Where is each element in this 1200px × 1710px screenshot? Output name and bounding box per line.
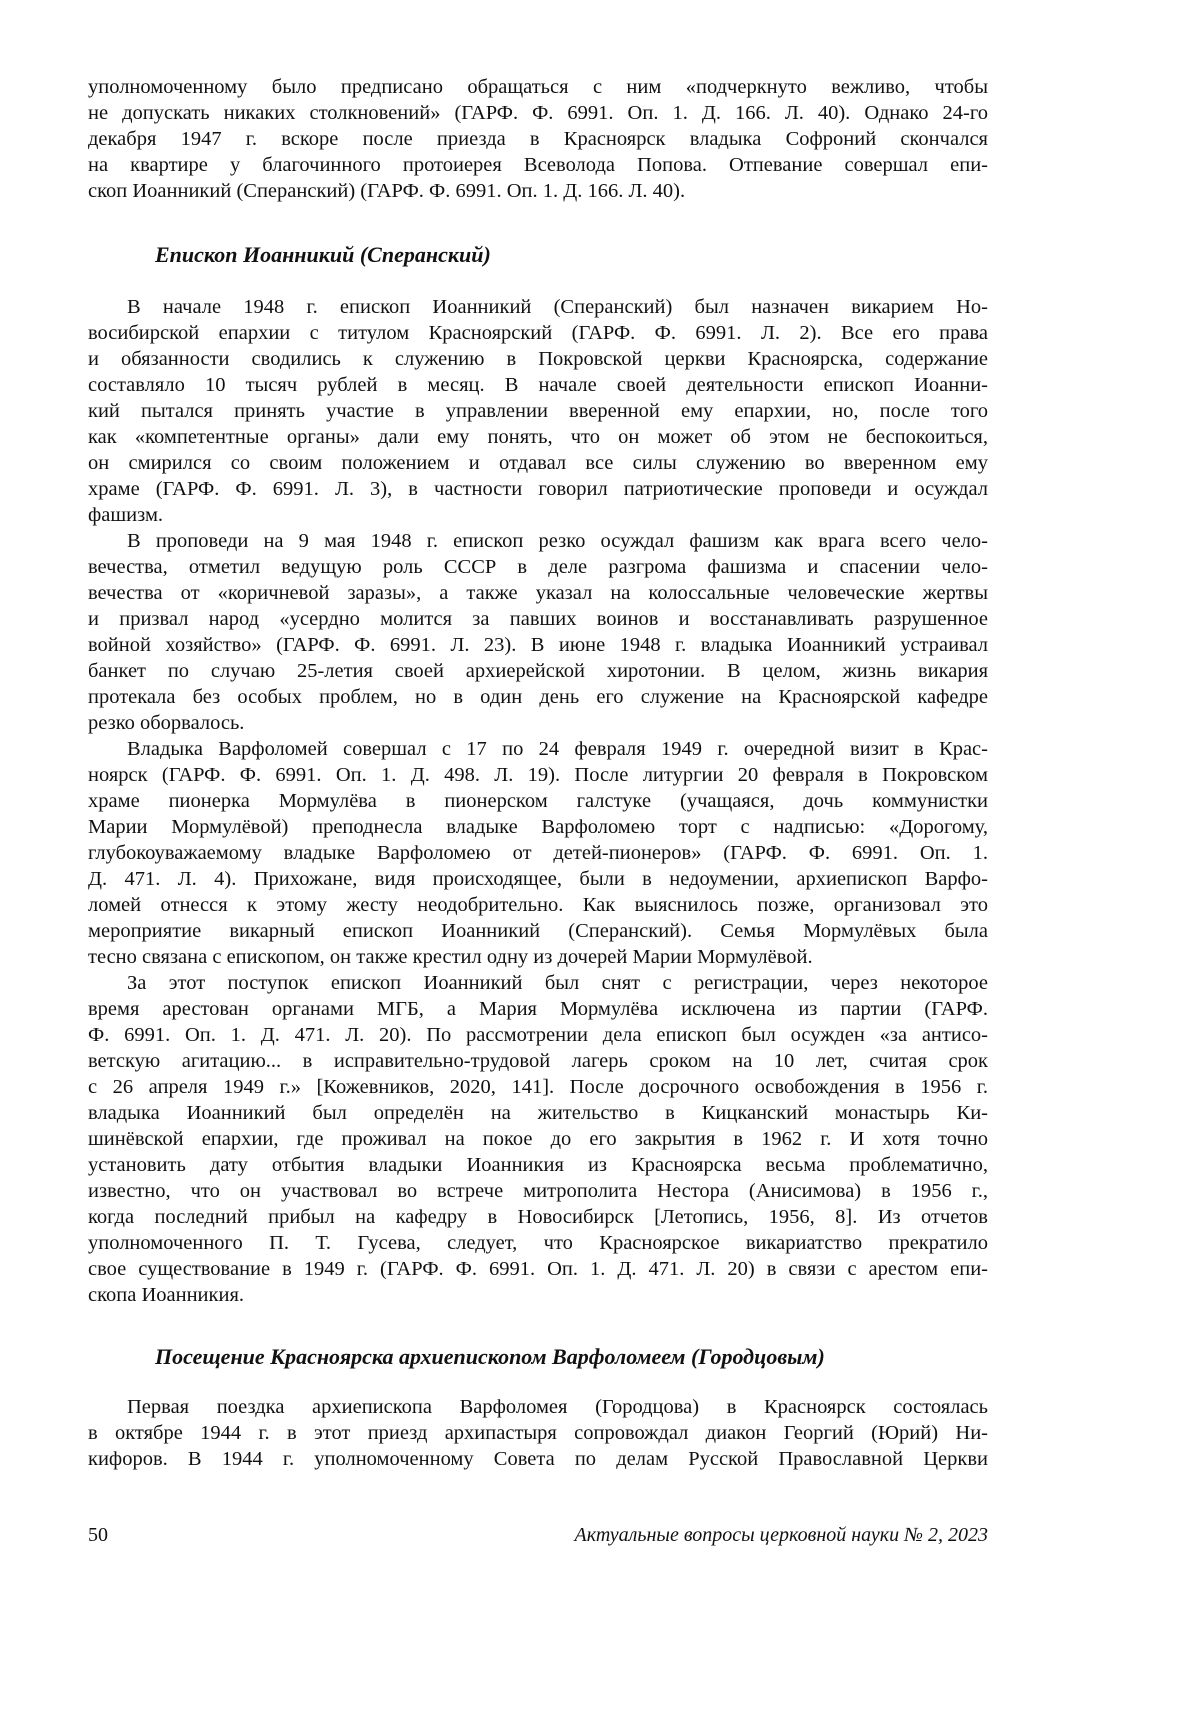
text-line: как «компетентные органы» дали ему понять, что он может об этом не беспокоиться, [88,424,988,450]
paragraph [88,1394,988,1472]
text-line: храме (ГАРФ. Ф. 6991. Л. 3), в частности говорил патриотические проповеди и осуждал [88,476,988,502]
text-line: резко оборвалось. [88,710,988,736]
section-heading: Посещение Красноярска архиепископом Варфоломеем (Городцовым) [155,1343,825,1371]
paragraph [88,528,988,736]
text-line: с 26 апреля 1949 г.» [Кожевников, 2020, 141]. После досрочного освобождения в 1956 г. [88,1074,988,1100]
paragraph [88,970,988,1308]
text-line: время арестован органами МГБ, а Мария Мормулёва исключена из партии (ГАРФ. [88,996,988,1022]
text-line: на квартире у благочинного протоиерея Всеволода Попова. Отпевание совершал епи- [88,152,988,178]
text-line: ломей отнесся к этому жесту неодобрительно. Как выяснилось позже, организовал это [88,892,988,918]
text-line: и обязанности сводились к служению в Покровской церкви Красноярска, содержание [88,346,988,372]
text-line: Владыка Варфоломей совершал с 17 по 24 февраля 1949 г. очередной визит в Крас- [88,736,988,762]
text-line: храме пионерка Мормулёва в пионерском галстуке (учащаяся, дочь коммунистки [88,788,988,814]
text-line: скопа Иоанникия. [88,1282,988,1308]
text-line: когда последний прибыл на кафедру в Новосибирск [Летопись, 1956, 8]. Из отчетов [88,1204,988,1230]
text-line: ноярск (ГАРФ. Ф. 6991. Оп. 1. Д. 498. Л. 19). После литургии 20 февраля в Покровском [88,762,988,788]
text-line: декабря 1947 г. вскоре после приезда в Красноярск владыка Софроний скончался [88,126,988,152]
text-line: За этот поступок епископ Иоанникий был снят с регистрации, через некоторое [88,970,988,996]
paragraph [88,736,988,970]
text-line: фашизм. [88,502,988,528]
text-line: Марии Мормулёвой) преподнесла владыке Варфоломею торт с надписью: «Дорогому, [88,814,988,840]
text-line: установить дату отбытия владыки Иоанникия из Красноярска весьма проблематично, [88,1152,988,1178]
text-line: он смирился со своим положением и отдавал все силы служению во вверенном ему [88,450,988,476]
text-line: тесно связана с епископом, он также крестил одну из дочерей Марии Мормулёвой. [88,944,988,970]
text-line: кифоров. В 1944 г. уполномоченному Совета по делам Русской Православной Церкви [88,1446,988,1472]
text-line: В проповеди на 9 мая 1948 г. епископ резко осуждал фашизм как врага всего чело- [88,528,988,554]
text-line: не допускать никаких столкновений» (ГАРФ. Ф. 6991. Оп. 1. Д. 166. Л. 40). Однако 24-го [88,100,988,126]
text-line: уполномоченному было предписано обращаться с ним «подчеркнуто вежливо, чтобы [88,74,988,100]
text-line: войной хозяйство» (ГАРФ. Ф. 6991. Л. 23). В июне 1948 г. владыка Иоанникий устраивал [88,632,988,658]
section-heading: Епископ Иоанникий (Сперанский) [155,241,491,269]
text-line: известно, что он участвовал во встрече митрополита Нестора (Анисимова) в 1956 г., [88,1178,988,1204]
text-line: банкет по случаю 25-летия своей архиерейской хиротонии. В целом, жизнь викария [88,658,988,684]
text-line: Ф. 6991. Оп. 1. Д. 471. Л. 20). По рассмотрении дела епископ был осужден «за антисо- [88,1022,988,1048]
text-line: ветскую агитацию... в исправительно-трудовой лагерь сроком на 10 лет, считая срок [88,1048,988,1074]
text-line: мероприятие викарный епископ Иоанникий (Сперанский). Семья Мормулёвых была [88,918,988,944]
journal-title: Актуальные вопросы церковной науки № 2, 2023 [575,1522,988,1548]
text-line: составляло 10 тысяч рублей в месяц. В начале своей деятельности епископ Иоанни- [88,372,988,398]
text-line: свое существование в 1949 г. (ГАРФ. Ф. 6991. Оп. 1. Д. 471. Л. 20) в связи с арестом епи- [88,1256,988,1282]
text-line: в октябре 1944 г. в этот приезд архипастыря сопровождал диакон Георгий (Юрий) Ни- [88,1420,988,1446]
text-line: восибирской епархии с титулом Красноярский (ГАРФ. Ф. 6991. Л. 2). Все его права [88,320,988,346]
text-line: вечества, отметил ведущую роль СССР в деле разгрома фашизма и спасении чело- [88,554,988,580]
text-line: В начале 1948 г. епископ Иоанникий (Сперанский) был назначен викарием Но- [88,294,988,320]
text-line: и призвал народ «усердно молится за павших воинов и восстанавливать разрушенное [88,606,988,632]
page-number: 50 [88,1522,108,1548]
text-line: владыка Иоанникий был определён на жительство в Кицканский монастырь Ки- [88,1100,988,1126]
text-line: Д. 471. Л. 4). Прихожане, видя происходящее, были в недоумении, архиепископ Варфо- [88,866,988,892]
text-line: скоп Иоанникий (Сперанский) (ГАРФ. Ф. 6991. Оп. 1. Д. 166. Л. 40). [88,178,988,204]
text-line: вечества от «коричневой заразы», а также указал на колоссальные человеческие жертвы [88,580,988,606]
text-line: кий пытался принять участие в управлении вверенной ему епархии, но, после того [88,398,988,424]
text-line: шинёвской епархии, где проживал на покое до его закрытия в 1962 г. И хотя точно [88,1126,988,1152]
text-line: уполномоченного П. Т. Гусева, следует, что Красноярское викариатство прекратило [88,1230,988,1256]
paragraph [88,294,988,528]
paragraph [88,74,988,204]
text-line: глубокоуважаемому владыке Варфоломею от детей-пионеров» (ГАРФ. Ф. 6991. Оп. 1. [88,840,988,866]
text-line: Первая поездка архиепископа Варфоломея (Городцова) в Красноярск состоялась [88,1394,988,1420]
text-line: протекала без особых проблем, но в один день его служение на Красноярской кафедре [88,684,988,710]
